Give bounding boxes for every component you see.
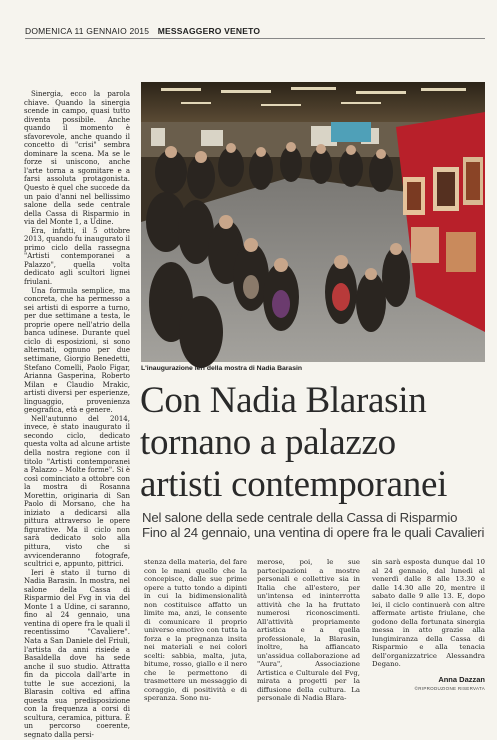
headline-line: artisti contemporanei: [140, 464, 448, 505]
left-paragraph: Ieri è stato il turno di Nadia Barasin. In mostra, nel salone della Cassa di Risparmio del Fvg in via del Monte 1 a Udine, ci saranno, fino al 24 gennaio, una ventina di opere fra le quali il recentissimo "Cavaliere". Nata a San Daniele del Friuli, l'artista da anni risiede a Basaldella dove ha sede anche il suo studio. Attratta fin da piccola dall'arte in tutte le sue accezioni, la Blarasin coltiva ed affina questa sua predisposizione con la frequenza a corsi di scultura, ceramica, pittura. È un percorso coerente, segnato dalla persi-: [24, 568, 130, 740]
byline: Anna Dazzan: [438, 675, 485, 684]
left-paragraph: Era, infatti, il 5 ottobre 2013, quando fu inaugurato il primo ciclo della rassegna "Artisti contemporanei a Palazzo", quella volta dedicato agli scultori lignei friulani.: [24, 226, 130, 287]
headline-line: Con Nadia Blarasin: [140, 380, 427, 421]
copyright-notice: ©RIPRODUZIONE RISERVATA: [414, 686, 485, 691]
left-paragraph: Una formula semplice, ma concreta, che ha permesso a sei artisti di esporre a turno, per due settimane a testa, le proprie opere nell'atrio della banca udinese. Durante quel ciclo di esposizioni, si sono alternati, ognuno per due settimane, Giorgio Benedetti, Stefano Comelli, Paolo Figar, Arianna Gasperina, Roberto Milan e Claudio Mrakic, artisti diversi per esperienze, linguaggio, provenienza geografica, età e genere.: [24, 286, 130, 415]
left-paragraph: Nell'autunno del 2014, invece, è stato inaugurato il secondo ciclo, dedicato questa volta ad alcune artiste della nostra regione con il titolo "Artisti contemporanei a Palazzo – Molte forme". Si è così cominciato a ottobre con la mostra di Rosanna Morettin, originaria di San Paolo di Morsano, che ha iniziato a dedicarsi alla pittura attraverso le opere figurative. Ma il ciclo non sarà dedicato solo alla pittura, visto che si avvicenderanno fotografe, scultrici e, appunto, pittrici.: [24, 414, 130, 569]
body-text: merose, poi, le sue partecipazioni a mostre personali e collettive sia in Italia che all'estero, per un'intensa ed ininterrotta attività che la ha fruttato numerosi riconoscimenti. All'attività propriamente artistica e a quella professionale, la Blarasin, inoltre, ha affiancato un'assidua collaborazione ad "Aura", Associazione Artistica e Culturale del Fvg, mirata a progetti per la diffusione della cultura. La personale di Nadia Blara-: [257, 558, 360, 702]
left-article-column: [24, 90, 130, 740]
header-date: DOMENICA 11 GENNAIO 2015: [25, 26, 150, 36]
header-publication: MESSAGGERO VENETO: [157, 26, 261, 36]
headline: [140, 380, 490, 506]
page-header: [25, 26, 260, 36]
exhibition-photo: [141, 82, 485, 362]
subhead-line: Fino al 24 gennaio, una ventina di opere fra le quali Cavalieri: [142, 525, 485, 540]
body-column-1: [144, 558, 247, 702]
photo-caption: L'inaugurazione ieri della mostra di Nadia Barasin: [141, 365, 303, 372]
subhead-line: Nel salone della sede centrale della Cassa di Risparmio: [142, 510, 458, 525]
body-column-3: [372, 558, 485, 672]
left-paragraph: Sinergia, ecco la parola chiave. Quando la sinergia scende in campo, quasi tutto diventa possibile. Anche quando il momento è sfavorevole, anche quando il concetto di "crisi" sembra dominare la scena. Ma se le forze si uniscono, anche l'arte torna a sgomitare e a farsi assoluta protagonista. Questo è quel che succede da un paio d'anni nel bellissimo salone della sede centrale della Cassa di Risparmio in via del Monte 1, a Udine.: [24, 90, 130, 227]
header-rule: [25, 38, 485, 39]
screen: [331, 122, 371, 142]
subheadline: [142, 510, 488, 540]
body-column-2: [257, 558, 360, 702]
body-text: sin sarà esposta dunque dal 10 al 24 gennaio, dal lunedì al venerdì dalle 8 alle 13.30 e dalle 14.30 alle 20, mentre il sabato dalle 9 alle 13. E, dopo lei, il ciclo continuerà con altre affermate artiste friulane, che godono della fortunata sinergia messa in atto grazie alla lungimiranza della Cassa di Risparmio e alla tenacia dell'organizzatrice Alessandra Degano.: [372, 558, 485, 668]
headline-line: tornano a palazzo: [140, 422, 396, 463]
body-text: stenza della materia, del fare con le mani quello che la concepisce, dalle sue prime opere a tutto tondo a dipinti in cui la bidimensionalità non costituisce affatto un limite ma, anzi, le consente di comunicare il proprio universo emotivo con tutta la forza e la pregnanza insita nei materiali e nei colori scelti: sabbia, malta, juta, bitume, rosso, giallo e il nero che le permettono di trasmettere un messaggio di coraggio, di positività e di speranza. Sono nu-: [144, 558, 247, 702]
